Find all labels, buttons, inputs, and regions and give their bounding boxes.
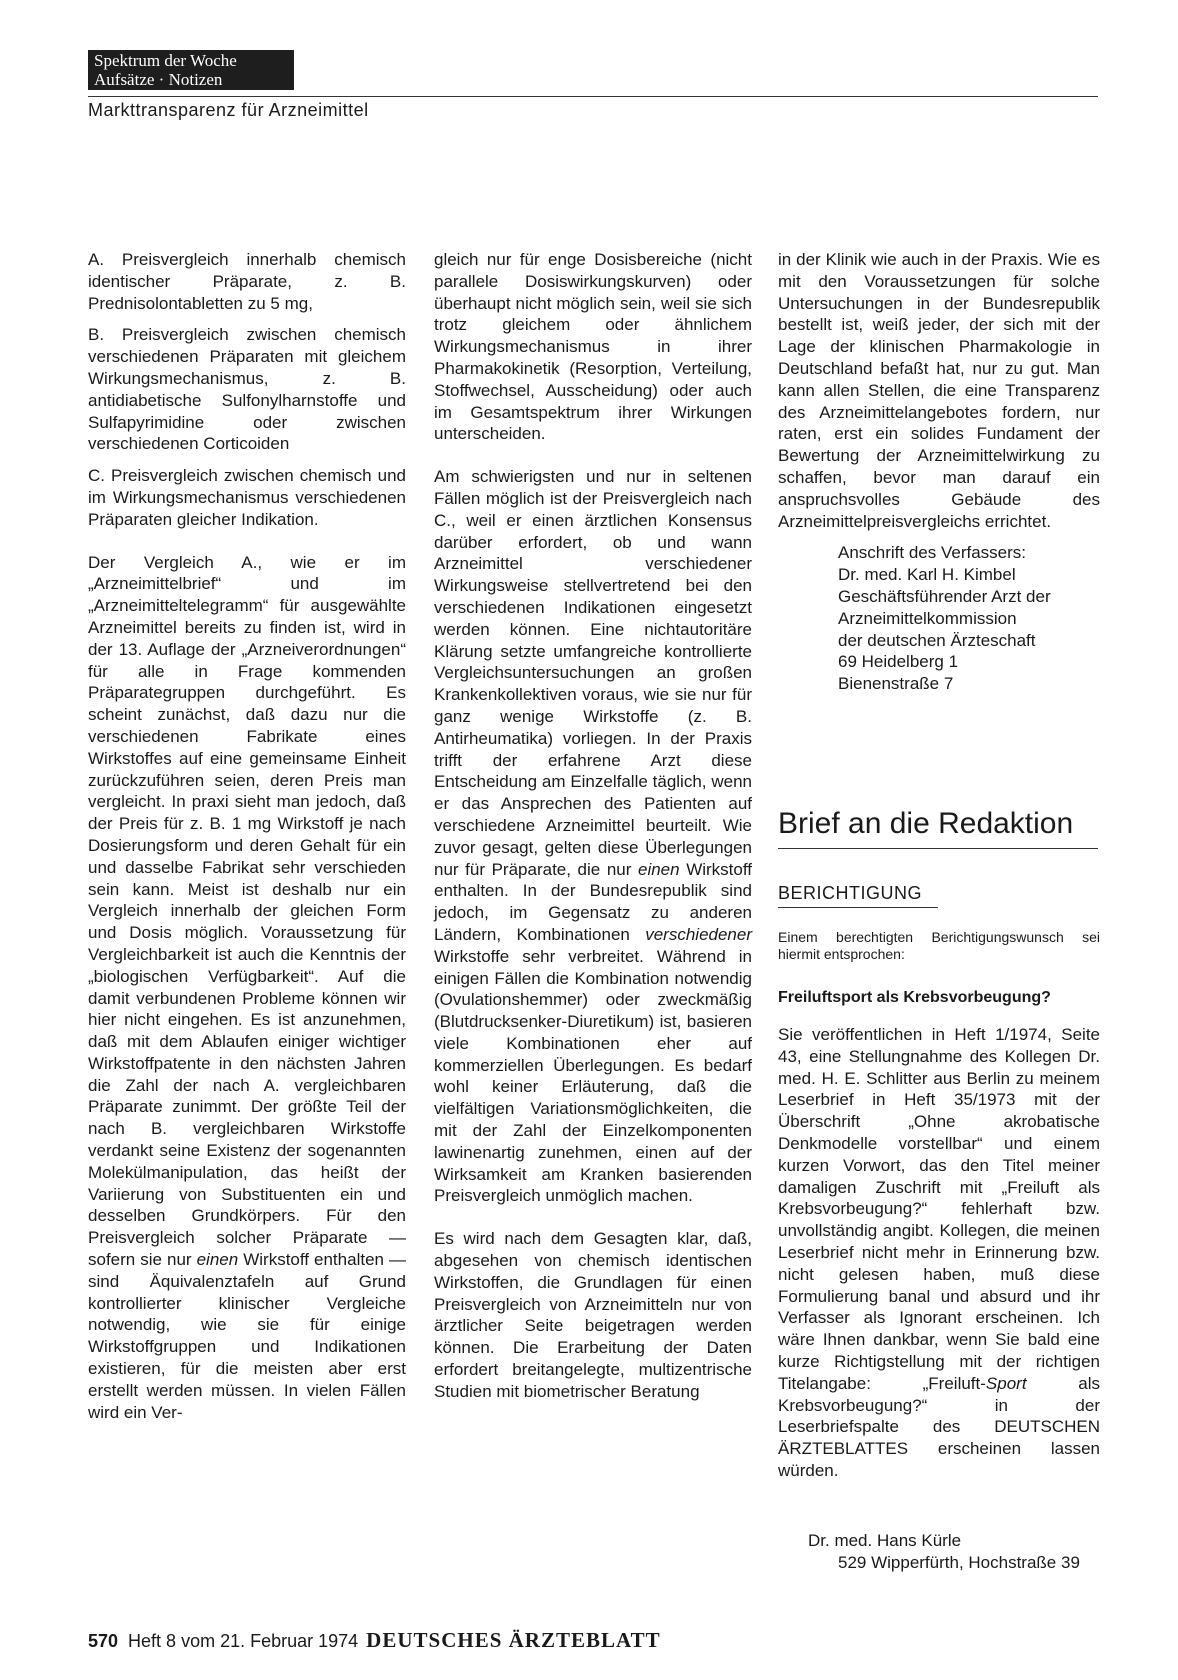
header-rule <box>88 96 1098 97</box>
paragraph-a: A. Preisvergleich innerhalb chemisch identischer Präparate, z. B. Prednisolontabletten zu 5 mg, <box>88 250 406 313</box>
address-line: Dr. med. Karl H. Kimbel <box>838 565 1016 585</box>
author-address <box>838 542 1100 695</box>
badge-line-2: Aufsätze · Notizen <box>94 70 223 89</box>
letter-body <box>778 1024 1100 1482</box>
page-footer <box>88 1628 661 1653</box>
paragraph-schwierigsten <box>434 466 752 1207</box>
address-line: der deutschen Ärzteschaft <box>838 630 1036 650</box>
address-line: Bienenstraße 7 <box>838 674 954 694</box>
paragraph-c: C. Preisvergleich zwischen chemisch und im Wirkungsmechanismus verschiedenen Präparaten gleicher Indikation. <box>88 466 406 529</box>
letter-title: Freiluftsport als Krebsvorbeugung? <box>778 989 1051 1006</box>
paragraph-klinik: in der Klinik wie auch in der Praxis. Wie es mit den Voraussetzungen für solche Untersuchungen in der Bundesrepublik bestellt ist, weiß jeder, der sich mit der Lage der klinischen Pharmakologie in Deutschland befaßt hat, nur zu gut. Man kann allen Stellen, die eine Transparenz des Arzneimittelangebotes fordern, nur raten, erst ein solides Fundament der Bewertung der Arzneimittelwirkung zu schaffen, bevor man darauf ein anspruchsvolles Gebäude des Arzneimittelpreisvergleichs errichtet. <box>778 250 1100 531</box>
column-3 <box>778 249 1100 695</box>
emphasis: verschiedener <box>645 924 752 944</box>
badge-line-1: Spektrum der Woche <box>94 51 237 70</box>
correction-intro: Einem berechtigten Berichtigungswunsch sei hiermit entsprochen: <box>778 929 1100 962</box>
journal-name: DEUTSCHES ÄRZTEBLATT <box>366 1628 661 1652</box>
address-line: Geschäftsführender Arzt der <box>838 586 1051 606</box>
issue-info: Heft 8 vom 21. Februar 1974 <box>128 1631 359 1651</box>
text-run: Sie veröffentlichen in Heft 1/1974, Seite 43, eine Stellungnahme des Kollegen Dr. med. H. E. Schlitter aus Berlin zu meinem Leserbrief in Heft 35/1973 mit der Überschrift „Ohne akrobatische Denkmodelle vorstellbar“ und einem kurzen Vorwort, das den Titel meiner damaligen Zuschrift mit „Freiluft als Krebsvorbeugung?“ fehlerhaft bzw. unvollständig angibt. Kollegen, die meinen Leserbrief nicht mehr in Erinnerung bzw. nicht gelesen haben, muß diese Formulierung banal und absurd und ihr Verfasser als Ignorant erscheinen. Ich wäre Ihnen dankbar, wenn Sie bald eine kurze Richtigstellung mit der richtigen Titelangabe: „Freiluft- <box>778 1025 1100 1393</box>
page-number: 570 <box>88 1631 119 1651</box>
emphasis: einen <box>638 859 680 879</box>
address-line: 69 Heidelberg 1 <box>838 652 959 672</box>
paragraph-gesagten: Es wird nach dem Gesagten klar, daß, abgesehen von chemisch identischen Wirkstoffen, die Grundlagen für einen Preisvergleich von Arzneimitteln nur von ärztlicher Seite beigetragen werden können. Die Erarbeitung der Daten erfordert breitangelegte, multizentrische Studien mit biometrischer Beratung <box>434 1229 752 1401</box>
signature-name: Dr. med. Hans Kürle <box>808 1531 962 1550</box>
emphasis: einen <box>196 1250 239 1270</box>
paragraph-b: B. Preisvergleich zwischen chemisch verschiedenen Präparaten mit gleichem Wirkungsmechanismus, z. B. antidiabetische Sulfonylharnstoffe und Sulfapyrimidine oder zwischen verschiedenen Corticoiden <box>88 325 406 454</box>
address-line: Arzneimittelkommission <box>838 608 1017 628</box>
text-run: Wirkstoffe sehr verbreitet. Während in einigen Fällen die Kombination notwendig (Ovulationshemmer) oder zweckmäßig (Blutdrucksenker-Diuretikum) ist, basieren viele Kombinationen eher auf kommerziellen Überlegungen. Es bedarf wohl keiner Erläuterung, daß die vielfältigen Variationsmöglichkeiten, die mit der Zahl der Einzelkomponenten lawinenartig zunehmen, einen auf der Wirksamkeit am Kranken basierenden Preisvergleich unmöglich machen. <box>434 946 752 1206</box>
letter-signature <box>808 1530 1100 1574</box>
text-run: Wirkstoff enthalten. In der Bundesrepublik sind jedoch, im Gegensatz zu anderen Ländern, Kombinationen <box>434 859 752 944</box>
running-title: Markttransparenz für Arzneimittel <box>88 100 369 120</box>
letters-rule <box>778 848 1098 849</box>
paragraph-vergleich <box>88 552 406 1424</box>
paragraph-continuation: gleich nur für enge Dosisbereiche (nicht parallele Dosiswirkungskurven) oder überhaupt nicht möglich sein, weil sie sich trotz gleichem oder ähnlichem Wirkungsmechanismus in ihrer Pharmakokinetik (Resorption, Verteilung, Stoffwechsel, Ausscheidung) oder auch im Gesamtspektrum ihrer Wirkungen unterscheiden. <box>434 250 752 444</box>
text-run: Am schwierigsten und nur in seltenen Fällen möglich ist der Preisvergleich nach C., weil er einen ärztlichen Konsensus darüber erfordert, ob und wann Arzneimittel verschiedener Wirkungsweise stellvertretend bei den verschiedenen Indikationen eingesetzt werden können. Eine nichtautoritäre Klärung setzte umfangreiche kontrollierte Vergleichsuntersuchungen an großen Krankenkollektiven voraus, wie sie nur für ganz wenige Wirkstoffe (z. B. Antirheumatika) vorliegen. In der Praxis trifft der erfahrene Arzt diese Entscheidung am Einzelfalle täglich, wenn er das Ansprechen des Patienten auf verschiedene Arzneimittel beurteilt. Wie zuvor gesagt, gelten diese Überlegungen nur für Präparate, die nur <box>434 467 752 879</box>
column-2 <box>434 249 752 1413</box>
subhead-rule <box>778 907 938 908</box>
column-1 <box>88 249 406 1433</box>
section-badge <box>88 50 294 90</box>
text-run: Der Vergleich A., wie er im „Arzneimittelbrief“ und im „Arzneimitteltelegramm“ für ausgewählte Arzneimittel bereits zu finden ist, wird in der 13. Auflage der „Arzneiverordnungen“ für alle in Frage kommenden Präparategruppen durchgeführt. Es scheint zunächst, daß dazu nur die verschiedenen Fabrikate eines Wirkstoffes auf eine gemeinsame Einheit zurückzuführen seien, deren Preis man vergleicht. In praxi sieht man jedoch, daß der Preis für z. B. 1 mg Wirkstoff je nach Dosierungsform und deren Gehalt für ein und dasselbe Fabrikat sehr verschieden sein kann. Meist ist deshalb nur ein Vergleich innerhalb der gleichen Form und Dosis möglich. Voraussetzung für Vergleichbarkeit ist auch die Kenntnis der „biologischen Verfügbarkeit“. Auf die damit verbundenen Probleme können wir hier nicht eingehen. Es ist anzunehmen, daß mit dem Ablaufen einiger wichtiger Wirkstoffpatente in den nächsten Jahren die Zahl der nach A. vergleichbaren Präparate zunimmt. Der größte Teil der nach B. vergleichbaren Wirkstoffe verdankt seine Existenz der sogenannten Molekülmanipulation, das heißt der Variierung von Substituenten ein und desselben Grundkörpers. Für den Preisvergleich solcher Präparate — sofern sie nur <box>88 552 406 1270</box>
emphasis: Sport <box>985 1373 1027 1393</box>
correction-subhead: BERICHTIGUNG <box>778 883 923 903</box>
text-run: Wirkstoff enthalten — sind Äquivalenztafeln auf Grund kontrollierter klinischer Vergleiche notwendig, wie sie für einige Wirkstoffgruppen und Indikationen existieren, für die meisten aber erst erstellt werden müssen. In vielen Fällen wird ein Ver- <box>88 1250 406 1422</box>
text-run: als Krebsvorbeugung?“ in der Leserbriefspalte des DEUTSCHEN ÄRZTEBLATTES erscheinen lassen würden. <box>778 1373 1100 1480</box>
signature-address: 529 Wipperfürth, Hochstraße 39 <box>838 1552 1080 1572</box>
address-line: Anschrift des Verfassers: <box>838 543 1027 563</box>
letters-section-title: Brief an die Redaktion <box>778 807 1074 840</box>
